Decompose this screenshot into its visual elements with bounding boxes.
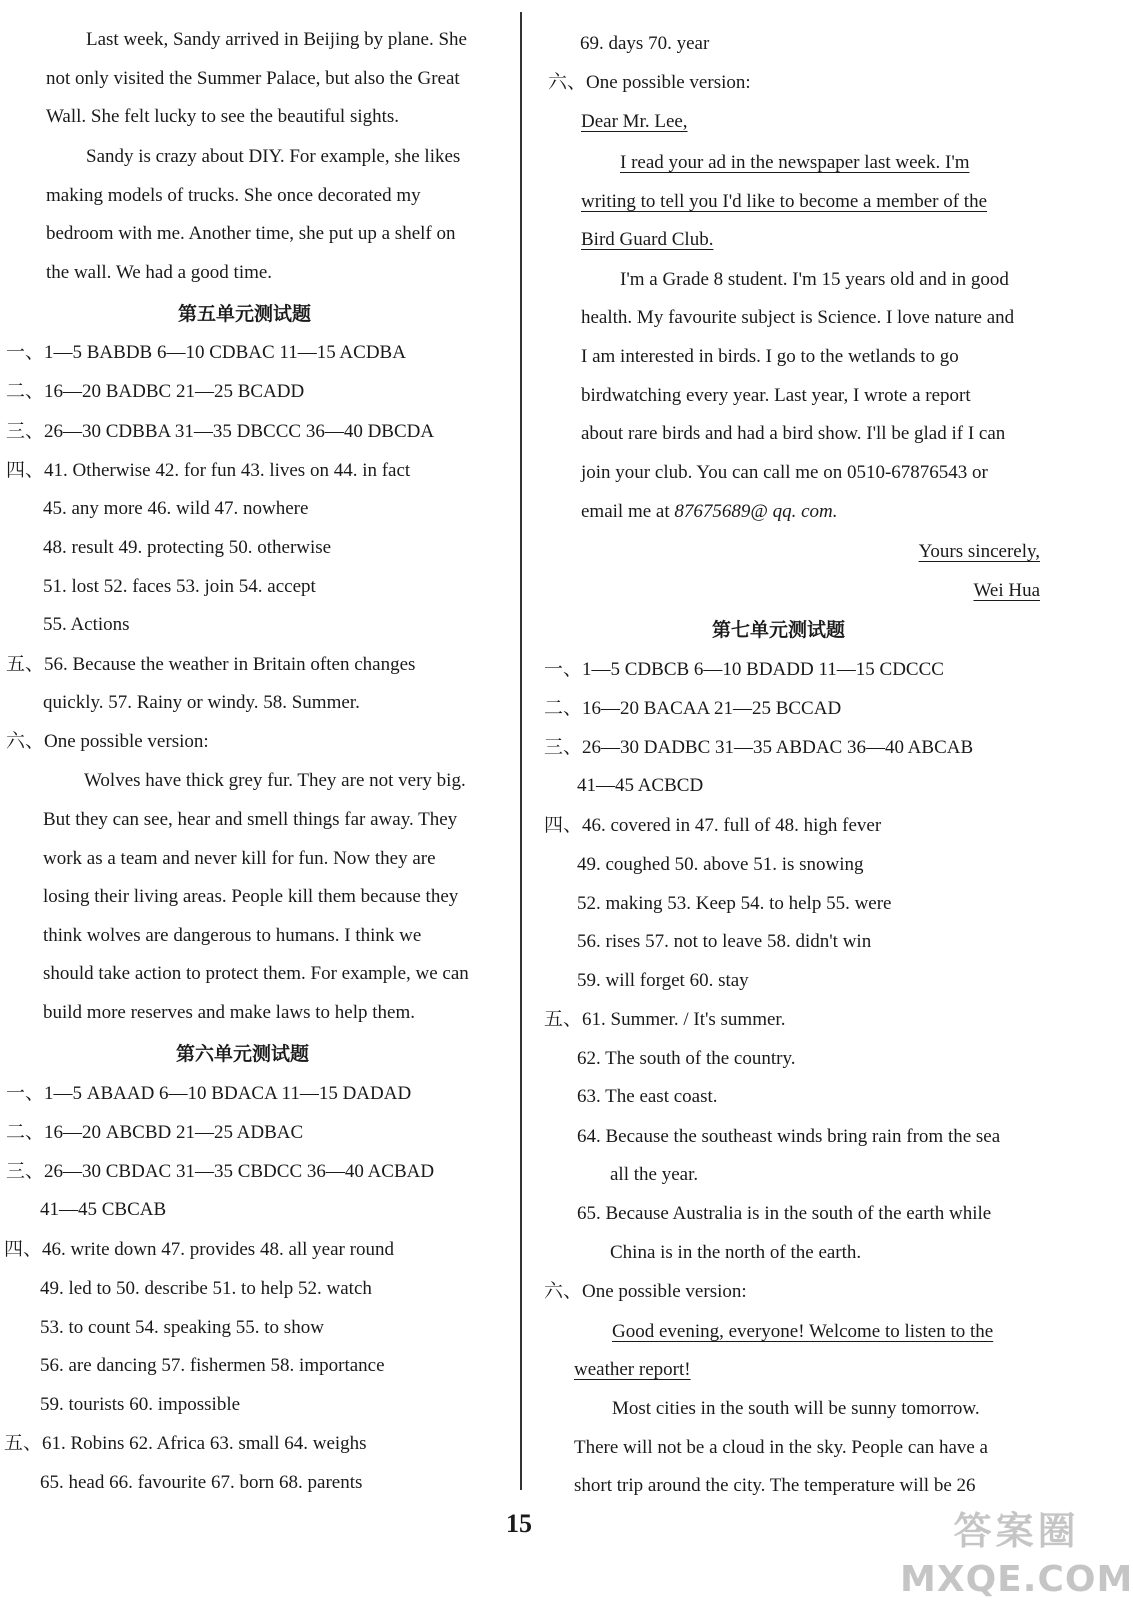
answer-line: 三、26—30 CBDAC 31—35 CBDCC 36—40 ACBAD bbox=[6, 1161, 435, 1182]
letter-line: health. My favourite subject is Science. I love nature and bbox=[581, 307, 1015, 328]
letter-line: I'm a Grade 8 student. I'm 15 years old and in good bbox=[620, 269, 1009, 290]
watermark-logo bbox=[900, 1500, 1133, 1600]
answer-line: 41—45 CBCAB bbox=[40, 1199, 167, 1220]
answer-line: 53. to count 54. speaking 55. to show bbox=[40, 1317, 324, 1338]
column-divider bbox=[520, 12, 522, 1490]
letter-line: I am interested in birds. I go to the wetlands to go bbox=[581, 346, 959, 367]
essay-line: losing their living areas. People kill them because they bbox=[43, 886, 459, 907]
text-line: Last week, Sandy arrived in Beijing by plane. She bbox=[86, 29, 467, 50]
answer-line: 62. The south of the country. bbox=[577, 1048, 796, 1069]
answer-line: 51. lost 52. faces 53. join 54. accept bbox=[43, 576, 316, 597]
essay-line: build more reserves and make laws to help them. bbox=[43, 1002, 415, 1023]
answer-line: 52. making 53. Keep 54. to help 55. were bbox=[577, 893, 892, 914]
answer-line: 56. are dancing 57. fishermen 58. importance bbox=[40, 1355, 385, 1376]
essay-line: Most cities in the south will be sunny tomorrow. bbox=[612, 1398, 980, 1419]
answer-line: 49. coughed 50. above 51. is snowing bbox=[577, 854, 864, 875]
answer-line: 五、61. Summer. / It's summer. bbox=[544, 1009, 786, 1030]
answer-line: 49. led to 50. describe 51. to help 52. watch bbox=[40, 1278, 372, 1299]
watermark-line2: MXQE.COM bbox=[900, 1559, 1133, 1600]
answer-line: 二、16—20 BADBC 21—25 BCADD bbox=[6, 381, 305, 402]
unit-5-title: 第五单元测试题 bbox=[178, 303, 312, 325]
answer-line: 一、1—5 CDBCB 6—10 BDADD 11—15 CDCCC bbox=[544, 659, 944, 680]
text-line: not only visited the Summer Palace, but also the Great bbox=[46, 68, 460, 89]
answer-line: 四、46. covered in 47. full of 48. high fever bbox=[544, 815, 882, 836]
essay-line: But they can see, hear and smell things far away. They bbox=[43, 809, 458, 830]
email-prefix: email me at bbox=[581, 501, 675, 522]
answer-line: 六、One possible version: bbox=[548, 72, 751, 93]
answer-line: China is in the north of the earth. bbox=[610, 1242, 862, 1263]
answer-line: 59. will forget 60. stay bbox=[577, 970, 749, 991]
letter-line: writing to tell you I'd like to become a member of the bbox=[581, 191, 988, 212]
answer-line: 48. result 49. protecting 50. otherwise bbox=[43, 537, 332, 558]
unit-7-title: 第七单元测试题 bbox=[712, 619, 846, 641]
answer-line: 65. head 66. favourite 67. born 68. parents bbox=[40, 1472, 363, 1493]
answer-line: 41—45 ACBCD bbox=[577, 775, 704, 796]
essay-line: short trip around the city. The temperature will be 26 bbox=[574, 1475, 976, 1496]
essay-line: should take action to protect them. For example, we can bbox=[43, 963, 469, 984]
answer-line: 63. The east coast. bbox=[577, 1086, 718, 1107]
essay-line: There will not be a cloud in the sky. People can have a bbox=[574, 1437, 988, 1458]
letter-line: join your club. You can call me on 0510-67876543 or bbox=[581, 462, 988, 483]
answer-line: 45. any more 46. wild 47. nowhere bbox=[43, 498, 309, 519]
answer-line: 65. Because Australia is in the south of the earth while bbox=[577, 1203, 992, 1224]
essay-line: think wolves are dangerous to humans. I think we bbox=[43, 925, 422, 946]
letter-closing: Yours sincerely, bbox=[918, 541, 1040, 562]
letter-line: about rare birds and had a bird show. I'll be glad if I can bbox=[581, 423, 1006, 444]
essay-line: weather report! bbox=[574, 1359, 691, 1380]
answer-line: 二、16—20 ABCBD 21—25 ADBAC bbox=[6, 1122, 304, 1143]
essay-line: Good evening, everyone! Welcome to listen to the bbox=[612, 1321, 994, 1342]
answer-line: 59. tourists 60. impossible bbox=[40, 1394, 241, 1415]
answer-line: 四、41. Otherwise 42. for fun 43. lives on 44. in fact bbox=[6, 460, 411, 481]
answer-line: 55. Actions bbox=[43, 614, 130, 635]
text-line: making models of trucks. She once decorated my bbox=[46, 185, 421, 206]
answer-line: 一、1—5 BABDB 6—10 CDBAC 11—15 ACDBA bbox=[6, 342, 406, 363]
letter-line: I read your ad in the newspaper last week. I'm bbox=[620, 152, 970, 173]
answer-line: 四、46. write down 47. provides 48. all year round bbox=[4, 1239, 394, 1260]
answer-line: 三、26—30 CDBBA 31—35 DBCCC 36—40 DBCDA bbox=[6, 421, 435, 442]
page-number: 15 bbox=[506, 1509, 532, 1538]
answer-line: quickly. 57. Rainy or windy. 58. Summer. bbox=[43, 692, 360, 713]
unit-6-title: 第六单元测试题 bbox=[176, 1043, 310, 1065]
letter-salutation: Dear Mr. Lee, bbox=[581, 111, 688, 132]
answer-line: 六、One possible version: bbox=[544, 1281, 747, 1302]
answer-line: 二、16—20 BACAA 21—25 BCCAD bbox=[544, 698, 842, 719]
answer-line: 五、56. Because the weather in Britain often changes bbox=[6, 654, 416, 675]
text-line: bedroom with me. Another time, she put up a shelf on bbox=[46, 223, 456, 244]
text-line: the wall. We had a good time. bbox=[46, 262, 273, 283]
answer-line: 一、1—5 ABAAD 6—10 BDACA 11—15 DADAD bbox=[6, 1083, 412, 1104]
answer-line: all the year. bbox=[610, 1164, 699, 1185]
watermark-line1: 答案圈 bbox=[953, 1509, 1080, 1553]
answer-line: 69. days 70. year bbox=[580, 33, 710, 54]
essay-line: work as a team and never kill for fun. Now they are bbox=[43, 848, 436, 869]
letter-line: Bird Guard Club. bbox=[581, 229, 714, 250]
answer-line: 三、26—30 DADBC 31—35 ABDAC 36—40 ABCAB bbox=[544, 737, 974, 758]
letter-line bbox=[581, 500, 838, 524]
text-line: Sandy is crazy about DIY. For example, she likes bbox=[86, 146, 461, 167]
letter-signature: Wei Hua bbox=[973, 580, 1040, 601]
email-address: 87675689@ qq. com. bbox=[674, 501, 838, 522]
answer-line: 64. Because the southeast winds bring rain from the sea bbox=[577, 1126, 1001, 1147]
answer-line: 六、One possible version: bbox=[6, 731, 209, 752]
text-line: Wall. She felt lucky to see the beautiful sights. bbox=[46, 106, 400, 127]
answer-line: 五、61. Robins 62. Africa 63. small 64. weighs bbox=[4, 1433, 367, 1454]
letter-line: birdwatching every year. Last year, I wrote a report bbox=[581, 385, 971, 406]
answer-line: 56. rises 57. not to leave 58. didn't win bbox=[577, 931, 872, 952]
essay-line: Wolves have thick grey fur. They are not very big. bbox=[84, 770, 466, 791]
